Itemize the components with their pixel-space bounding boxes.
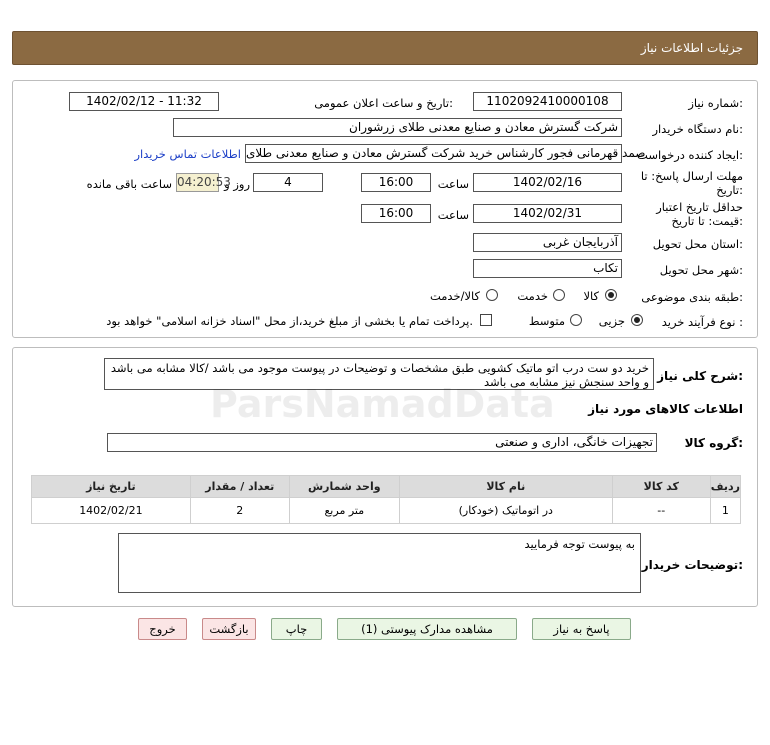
table-row — [32, 498, 741, 524]
back-button[interactable]: بازگشت — [202, 618, 256, 640]
city-label: شهر محل تحویل: — [659, 263, 743, 277]
buyer-notes-text: به پیوست توجه فرمایید — [524, 537, 635, 551]
reply-time-label: ساعت — [437, 177, 469, 191]
remaining-time-field: 04:20:53 — [176, 173, 219, 192]
price-validity-label: حداقل تاریخ اعتبار — [656, 200, 743, 214]
category-radio-goods-service[interactable] — [486, 289, 498, 301]
col-qty: تعداد / مقدار — [190, 476, 289, 498]
reply-time-field: 16:00 — [361, 173, 431, 192]
buyer-org-label: نام دستگاه خریدار: — [652, 122, 743, 136]
cell-qty: 2 — [190, 498, 289, 524]
buyer-contact-link[interactable]: اطلاعات تماس خریدار — [134, 147, 241, 161]
col-code: کد کالا — [612, 476, 710, 498]
city-field: تکاب — [473, 259, 622, 278]
days-field: 4 — [253, 173, 323, 192]
page-title: جزئیات اطلاعات نیاز — [640, 41, 743, 55]
category-radio-service[interactable] — [553, 289, 565, 301]
announce-date-label: تاریخ و ساعت اعلان عمومی: — [314, 96, 453, 110]
reply-deadline-label: مهلت ارسال پاسخ: تا — [640, 169, 743, 183]
province-label: استان محل تحویل: — [652, 237, 743, 251]
col-unit: واحد شمارش — [289, 476, 399, 498]
category-option-service: خدمت — [517, 289, 548, 303]
goods-section-title: اطلاعات کالاهای مورد نیاز — [588, 402, 743, 416]
cell-date: 1402/02/21 — [32, 498, 191, 524]
cell-unit: متر مربع — [289, 498, 399, 524]
reply-button[interactable]: پاسخ به نیاز — [532, 618, 631, 640]
purchase-type-option-medium: متوسط — [528, 314, 565, 328]
attachments-button[interactable]: مشاهده مدارک پیوستی (1) — [337, 618, 517, 640]
purchase-type-option-minor: جزیی — [598, 314, 625, 328]
col-row-index: ردیف — [710, 476, 740, 498]
category-label: طبقه بندی موضوعی: — [641, 290, 743, 304]
page-header — [12, 31, 758, 65]
purchase-type-radio-minor[interactable] — [631, 314, 643, 326]
remaining-time-label: ساعت باقی مانده — [86, 177, 172, 191]
category-option-goods-service: کالا/خدمت — [429, 289, 480, 303]
price-validity-label-2: قیمت: تا تاریخ: — [671, 214, 743, 228]
treasury-note: پرداخت تمام یا بخشی از مبلغ خرید،از محل "اسناد خزانه اسلامی" خواهد بود. — [106, 314, 473, 328]
requester-field: صمد قهرمانی فجور کارشناس خرید شرکت گسترش معادن و صنایع معدنی طلای — [245, 144, 622, 163]
goods-table — [31, 475, 741, 524]
purchase-type-label: نوع فرآیند خرید : — [661, 315, 743, 329]
buyer-notes-field — [118, 533, 641, 593]
col-name: نام کالا — [399, 476, 612, 498]
buyer-org-field: شرکت گسترش معادن و صنایع معدنی طلای زرشوران — [173, 118, 622, 137]
reply-deadline-label-2: تاریخ: — [716, 183, 743, 197]
reply-date-field: 1402/02/16 — [473, 173, 622, 192]
cell-code: -- — [612, 498, 710, 524]
announce-date-field: 1402/02/12 - 11:32 — [69, 92, 219, 111]
goods-group-field: تجهیزات خانگی، اداری و صنعتی — [107, 433, 657, 452]
description-label: شرح کلی نیاز: — [657, 369, 743, 383]
goods-group-label: گروه کالا: — [684, 436, 743, 450]
purchase-type-radio-medium[interactable] — [570, 314, 582, 326]
need-number-field: 1102092410000108 — [473, 92, 622, 111]
buyer-notes-label: توضیحات خریدار: — [641, 558, 743, 572]
treasury-checkbox[interactable] — [480, 314, 492, 326]
print-button[interactable]: چاپ — [271, 618, 322, 640]
province-field: آذربایجان غربی — [473, 233, 622, 252]
price-validity-time-field: 16:00 — [361, 204, 431, 223]
exit-button[interactable]: خروج — [138, 618, 187, 640]
category-radio-goods[interactable] — [605, 289, 617, 301]
cell-row-index: 1 — [710, 498, 740, 524]
cell-name: در اتوماتیک (خودکار) — [399, 498, 612, 524]
need-number-label: شماره نیاز: — [688, 96, 743, 110]
goods-table-header — [32, 476, 741, 498]
price-validity-time-label: ساعت — [437, 208, 469, 222]
category-option-goods: کالا — [583, 289, 599, 303]
requester-label: ایجاد کننده درخواست: — [637, 148, 743, 162]
price-validity-date-field: 1402/02/31 — [473, 204, 622, 223]
description-field — [104, 358, 654, 390]
col-date: تاریخ نیاز — [32, 476, 191, 498]
days-label: روز و — [224, 177, 250, 191]
description-text: خرید دو ست درب اتو ماتیک کشویی طبق مشخصات و توضیحات در پیوست موجود می باشد /کالا مشابه می باشد و واحد سنجش نیز مشابه می باشد — [110, 361, 649, 389]
